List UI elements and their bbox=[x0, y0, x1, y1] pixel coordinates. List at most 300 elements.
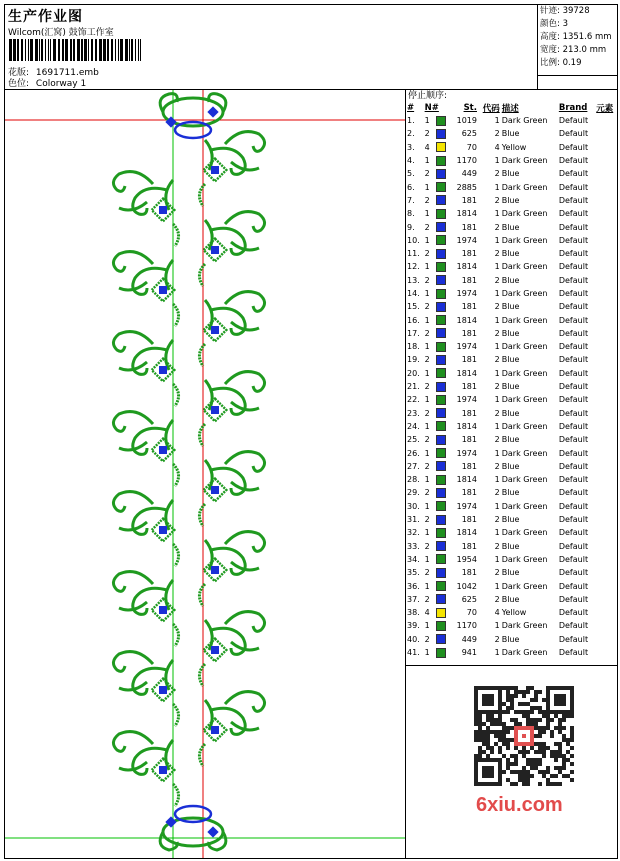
cell-n bbox=[424, 340, 452, 353]
vine-diamond-fill bbox=[159, 366, 167, 374]
color-swatch bbox=[436, 581, 446, 591]
cell-brand: Default bbox=[558, 528, 589, 538]
table-row bbox=[406, 513, 618, 526]
column-header: 代码 bbox=[482, 104, 500, 114]
cell-element bbox=[595, 433, 618, 446]
cell-st: 1814 bbox=[456, 209, 477, 219]
color-swatch bbox=[436, 235, 446, 245]
cell-st: 1170 bbox=[456, 156, 477, 166]
color-swatch bbox=[436, 209, 446, 219]
cell-code: 2 bbox=[494, 129, 500, 139]
needle-number: 1 bbox=[424, 262, 430, 272]
cell-st: 449 bbox=[461, 634, 477, 644]
cell-n bbox=[424, 593, 452, 606]
spec-row bbox=[538, 31, 618, 44]
cell-desc: Blue bbox=[501, 382, 520, 392]
needle-number: 1 bbox=[424, 448, 430, 458]
cell-element bbox=[595, 207, 618, 220]
spec-label: 颜色: bbox=[540, 19, 560, 29]
cell-desc: Dark Green bbox=[501, 421, 548, 431]
cell-element bbox=[595, 260, 618, 273]
cell-n bbox=[424, 207, 452, 220]
vine-leaf bbox=[173, 224, 179, 246]
cell-n bbox=[424, 473, 452, 486]
table-row bbox=[406, 593, 618, 606]
cell-brand: Default bbox=[558, 129, 589, 139]
cell-brand: Default bbox=[558, 355, 589, 365]
cell-desc: Blue bbox=[501, 594, 520, 604]
column-header: St. bbox=[463, 103, 477, 113]
table-row bbox=[406, 274, 618, 287]
cell-element bbox=[595, 540, 618, 553]
color-swatch bbox=[436, 182, 446, 192]
cell-n bbox=[424, 486, 452, 499]
cell-desc: Blue bbox=[501, 355, 520, 365]
cell-desc: Dark Green bbox=[501, 528, 548, 538]
cell-st: 1974 bbox=[456, 448, 477, 458]
color-swatch bbox=[436, 461, 446, 471]
cell-st: 625 bbox=[461, 129, 477, 139]
cell-element bbox=[595, 127, 618, 140]
cell-st: 1814 bbox=[456, 475, 477, 485]
cell-desc: Dark Green bbox=[501, 182, 548, 192]
cell-code: 1 bbox=[494, 315, 500, 325]
cell-element bbox=[595, 420, 618, 433]
cell-desc: Blue bbox=[501, 634, 520, 644]
cell-desc: Blue bbox=[501, 568, 520, 578]
cell-element bbox=[595, 220, 618, 233]
cell-n bbox=[424, 353, 452, 366]
vine-leaf bbox=[173, 784, 179, 806]
motif-diamond bbox=[207, 106, 218, 117]
cell-n bbox=[424, 633, 452, 646]
motif-ring-blue bbox=[175, 122, 211, 138]
cell-desc: Dark Green bbox=[501, 116, 548, 126]
column-header: # bbox=[407, 103, 415, 113]
cell-n bbox=[424, 180, 452, 193]
cell-brand: Default bbox=[558, 621, 589, 631]
cell-code: 1 bbox=[494, 501, 500, 511]
stop-sequence-panel bbox=[406, 90, 618, 659]
table-row bbox=[406, 407, 618, 420]
spec-label: 比例: bbox=[540, 58, 560, 68]
cell-brand: Default bbox=[558, 289, 589, 298]
needle-number: 1 bbox=[424, 421, 430, 431]
column-header: 描述 bbox=[501, 104, 519, 114]
cell-n bbox=[424, 606, 452, 619]
cell-n bbox=[424, 540, 452, 553]
vine-leaf bbox=[199, 744, 205, 766]
color-swatch bbox=[436, 421, 446, 431]
table-row bbox=[406, 194, 618, 207]
spec-row bbox=[538, 5, 618, 18]
cell-element bbox=[595, 619, 618, 632]
cell-n bbox=[424, 380, 452, 393]
color-swatch bbox=[436, 395, 446, 405]
cell-desc: Dark Green bbox=[501, 368, 548, 378]
cell-brand: Default bbox=[558, 594, 589, 604]
vine-leaf bbox=[199, 504, 205, 526]
cell-desc: Dark Green bbox=[501, 342, 548, 352]
cell-num: 7. bbox=[407, 195, 415, 205]
cell-element bbox=[595, 367, 618, 380]
color-swatch bbox=[436, 342, 446, 352]
cell-st: 1814 bbox=[456, 528, 477, 538]
cell-element bbox=[595, 313, 618, 326]
cell-st: 1814 bbox=[456, 315, 477, 325]
cell-num: 41. bbox=[407, 648, 420, 658]
cell-code: 1 bbox=[494, 262, 500, 272]
cell-n bbox=[424, 141, 452, 154]
cell-code: 2 bbox=[494, 382, 500, 392]
color-swatch bbox=[436, 568, 446, 578]
cell-st: 181 bbox=[461, 222, 477, 232]
table-row bbox=[406, 553, 618, 566]
cell-desc: Blue bbox=[501, 461, 520, 471]
cell-num: 36. bbox=[407, 581, 420, 591]
cell-num: 21. bbox=[407, 382, 420, 392]
column-header: Brand bbox=[558, 103, 588, 113]
table-row bbox=[406, 473, 618, 486]
cell-num: 39. bbox=[407, 621, 420, 631]
cell-element bbox=[595, 553, 618, 566]
needle-number: 2 bbox=[424, 222, 430, 232]
color-swatch bbox=[436, 302, 446, 312]
cell-desc: Dark Green bbox=[501, 156, 548, 166]
cell-desc: Blue bbox=[501, 222, 520, 232]
cell-brand: Default bbox=[558, 634, 589, 644]
embroidery-design-drawing bbox=[5, 90, 405, 858]
spec-row bbox=[538, 18, 618, 31]
vine-diamond-fill bbox=[159, 286, 167, 294]
cell-code: 2 bbox=[494, 302, 500, 312]
vine-diamond-fill bbox=[211, 166, 219, 174]
color-swatch bbox=[436, 408, 446, 418]
cell-n bbox=[424, 300, 452, 313]
cell-n bbox=[424, 313, 452, 326]
table-row bbox=[406, 526, 618, 539]
colorway-label: 色位: bbox=[8, 79, 30, 89]
needle-number: 2 bbox=[424, 594, 430, 604]
needle-number: 2 bbox=[424, 195, 430, 205]
cell-brand: Default bbox=[558, 342, 589, 352]
cell-st: 1974 bbox=[456, 289, 477, 298]
cell-n bbox=[424, 526, 452, 539]
cell-st: 181 bbox=[461, 328, 477, 338]
needle-number: 2 bbox=[424, 275, 430, 285]
cell-code: 2 bbox=[494, 249, 500, 259]
vine-diamond-fill bbox=[211, 326, 219, 334]
cell-desc: Blue bbox=[501, 249, 520, 259]
cell-num: 4. bbox=[407, 156, 415, 166]
cell-num: 11. bbox=[407, 249, 420, 259]
color-swatch bbox=[436, 541, 446, 551]
cell-brand: Default bbox=[558, 275, 589, 285]
spec-value: 3 bbox=[559, 19, 568, 29]
cell-desc: Blue bbox=[501, 408, 520, 418]
cell-num: 32. bbox=[407, 528, 420, 538]
cell-num: 37. bbox=[407, 594, 420, 604]
cell-desc: Dark Green bbox=[501, 648, 548, 658]
cell-n bbox=[424, 433, 452, 446]
cell-brand: Default bbox=[558, 554, 589, 564]
color-swatch bbox=[436, 142, 446, 152]
cell-code: 1 bbox=[494, 342, 500, 352]
cell-n bbox=[424, 194, 452, 207]
cell-n bbox=[424, 154, 452, 167]
cell-brand: Default bbox=[558, 209, 589, 219]
color-swatch bbox=[436, 488, 446, 498]
cell-element bbox=[595, 114, 618, 127]
cell-brand: Default bbox=[558, 315, 589, 325]
color-swatch bbox=[436, 195, 446, 205]
cell-num: 25. bbox=[407, 435, 420, 445]
cell-brand: Default bbox=[558, 222, 589, 232]
cell-st: 1974 bbox=[456, 395, 477, 405]
cell-num: 30. bbox=[407, 501, 420, 511]
cell-code: 1 bbox=[494, 448, 500, 458]
cell-st: 181 bbox=[461, 275, 477, 285]
cell-num: 2. bbox=[407, 129, 415, 139]
design-file-label: 花版: bbox=[8, 68, 30, 78]
needle-number: 1 bbox=[424, 501, 430, 511]
cell-num: 23. bbox=[407, 408, 420, 418]
design-file-name: 1691711.emb bbox=[35, 68, 99, 78]
cell-n bbox=[424, 247, 452, 260]
vine-leaf bbox=[173, 544, 179, 566]
color-swatch bbox=[436, 528, 446, 538]
cell-n bbox=[424, 646, 452, 659]
color-swatch bbox=[436, 648, 446, 658]
cell-desc: Blue bbox=[501, 488, 520, 498]
needle-number: 2 bbox=[424, 515, 430, 525]
cell-code: 1 bbox=[494, 368, 500, 378]
vine-leaf bbox=[173, 384, 179, 406]
table-row bbox=[406, 247, 618, 260]
cell-code: 2 bbox=[494, 634, 500, 644]
table-row bbox=[406, 486, 618, 499]
cell-st: 181 bbox=[461, 488, 477, 498]
cell-code: 4 bbox=[494, 608, 500, 618]
needle-number: 1 bbox=[424, 209, 430, 219]
cell-num: 34. bbox=[407, 554, 420, 564]
cell-n bbox=[424, 327, 452, 340]
cell-element bbox=[595, 300, 618, 313]
table-row bbox=[406, 220, 618, 233]
cell-n bbox=[424, 446, 452, 459]
cell-st: 1954 bbox=[456, 554, 477, 564]
cell-num: 6. bbox=[407, 182, 415, 192]
cell-st: 70 bbox=[466, 142, 477, 152]
cell-element bbox=[595, 526, 618, 539]
cell-code: 1 bbox=[494, 395, 500, 405]
needle-number: 2 bbox=[424, 634, 430, 644]
needle-number: 1 bbox=[424, 395, 430, 405]
cell-brand: Default bbox=[558, 488, 589, 498]
stop-sequence-table bbox=[406, 102, 618, 659]
cell-element bbox=[595, 500, 618, 513]
needle-number: 1 bbox=[424, 621, 430, 631]
cell-element bbox=[595, 353, 618, 366]
vine-leaf bbox=[199, 264, 205, 286]
cell-element bbox=[595, 473, 618, 486]
cell-element bbox=[595, 579, 618, 592]
cell-element bbox=[595, 393, 618, 406]
vine-diamond-fill bbox=[211, 406, 219, 414]
cell-desc: Blue bbox=[501, 302, 520, 312]
color-swatch bbox=[436, 621, 446, 631]
needle-number: 1 bbox=[424, 156, 430, 166]
cell-element bbox=[595, 340, 618, 353]
table-row bbox=[406, 114, 618, 127]
cell-element bbox=[595, 234, 618, 247]
cell-code: 2 bbox=[494, 435, 500, 445]
cell-code: 1 bbox=[494, 289, 500, 298]
cell-brand: Default bbox=[558, 461, 589, 471]
stop-sequence-title: 停止顺序: bbox=[408, 91, 448, 101]
table-row bbox=[406, 500, 618, 513]
cell-num: 3. bbox=[407, 142, 415, 152]
cell-brand: Default bbox=[558, 262, 589, 272]
cell-num: 33. bbox=[407, 541, 420, 551]
color-swatch bbox=[436, 328, 446, 338]
needle-number: 1 bbox=[424, 342, 430, 352]
table-row bbox=[406, 566, 618, 579]
cell-element bbox=[595, 180, 618, 193]
table-row bbox=[406, 353, 618, 366]
cell-code: 1 bbox=[494, 156, 500, 166]
table-row bbox=[406, 327, 618, 340]
color-swatch bbox=[436, 382, 446, 392]
cell-st: 181 bbox=[461, 515, 477, 525]
cell-brand: Default bbox=[558, 541, 589, 551]
cell-num: 16. bbox=[407, 315, 420, 325]
cell-n bbox=[424, 513, 452, 526]
spec-label: 针迹: bbox=[540, 6, 560, 16]
needle-number: 4 bbox=[424, 142, 430, 152]
cell-brand: Default bbox=[558, 608, 589, 618]
cell-num: 28. bbox=[407, 475, 420, 485]
cell-desc: Blue bbox=[501, 515, 520, 525]
cell-n bbox=[424, 553, 452, 566]
cell-st: 181 bbox=[461, 302, 477, 312]
cell-n bbox=[424, 420, 452, 433]
design-preview bbox=[5, 90, 406, 858]
color-swatch bbox=[436, 249, 446, 259]
table-row bbox=[406, 619, 618, 632]
cell-st: 1814 bbox=[456, 262, 477, 272]
cell-code: 1 bbox=[494, 235, 500, 245]
cell-desc: Dark Green bbox=[501, 448, 548, 458]
needle-number: 1 bbox=[424, 368, 430, 378]
cell-desc: Blue bbox=[501, 435, 520, 445]
table-row bbox=[406, 340, 618, 353]
color-swatch bbox=[436, 501, 446, 511]
cell-brand: Default bbox=[558, 475, 589, 485]
vine-diamond-fill bbox=[211, 646, 219, 654]
company-name: Wilcom(汇窝) 鼓饰工作室 bbox=[8, 28, 114, 38]
color-swatch bbox=[436, 435, 446, 445]
cell-num: 10. bbox=[407, 235, 420, 245]
needle-number: 2 bbox=[424, 488, 430, 498]
vine-leaf bbox=[199, 584, 205, 606]
cell-brand: Default bbox=[558, 501, 589, 511]
cell-n bbox=[424, 566, 452, 579]
cell-n bbox=[424, 287, 452, 300]
cell-code: 2 bbox=[494, 169, 500, 179]
spec-label: 高度: bbox=[540, 32, 560, 42]
cell-st: 181 bbox=[461, 435, 477, 445]
cell-st: 1974 bbox=[456, 235, 477, 245]
cell-num: 13. bbox=[407, 275, 420, 285]
cell-code: 1 bbox=[494, 182, 500, 192]
column-header: 元素 bbox=[596, 104, 614, 114]
spec-list bbox=[538, 5, 618, 75]
table-row bbox=[406, 633, 618, 646]
cell-desc: Dark Green bbox=[501, 501, 548, 511]
cell-n bbox=[424, 500, 452, 513]
cell-element bbox=[595, 606, 618, 619]
watermark-text: 6xiu.com bbox=[476, 794, 563, 816]
needle-number: 1 bbox=[424, 528, 430, 538]
color-swatch bbox=[436, 129, 446, 139]
cell-element bbox=[595, 513, 618, 526]
cell-element bbox=[595, 593, 618, 606]
needle-number: 2 bbox=[424, 541, 430, 551]
cell-brand: Default bbox=[558, 195, 589, 205]
cell-st: 181 bbox=[461, 568, 477, 578]
cell-desc: Yellow bbox=[501, 608, 527, 618]
cell-num: 15. bbox=[407, 302, 420, 312]
table-row bbox=[406, 300, 618, 313]
cell-desc: Dark Green bbox=[501, 209, 548, 219]
cell-brand: Default bbox=[558, 156, 589, 166]
table-row bbox=[406, 127, 618, 140]
needle-number: 2 bbox=[424, 568, 430, 578]
motif-diamond bbox=[207, 826, 218, 837]
cell-element bbox=[595, 274, 618, 287]
cell-brand: Default bbox=[558, 368, 589, 378]
cell-code: 1 bbox=[494, 116, 500, 126]
table-row bbox=[406, 460, 618, 473]
vine-diamond-fill bbox=[159, 206, 167, 214]
cell-desc: Dark Green bbox=[501, 581, 548, 591]
needle-number: 1 bbox=[424, 648, 430, 658]
cell-code: 2 bbox=[494, 461, 500, 471]
cell-num: 38. bbox=[407, 608, 420, 618]
cell-st: 1019 bbox=[456, 116, 477, 126]
cell-element bbox=[595, 154, 618, 167]
cell-n bbox=[424, 393, 452, 406]
cell-brand: Default bbox=[558, 235, 589, 245]
cell-brand: Default bbox=[558, 169, 589, 179]
cell-n bbox=[424, 367, 452, 380]
cell-n bbox=[424, 127, 452, 140]
needle-number: 4 bbox=[424, 608, 430, 618]
needle-number: 2 bbox=[424, 302, 430, 312]
table-row bbox=[406, 207, 618, 220]
cell-code: 1 bbox=[494, 475, 500, 485]
cell-num: 12. bbox=[407, 262, 420, 272]
motif-ring-blue bbox=[175, 806, 211, 822]
spec-value: 1351.6 mm bbox=[559, 32, 612, 42]
color-swatch bbox=[436, 262, 446, 272]
vine-leaf bbox=[199, 424, 205, 446]
color-swatch bbox=[436, 156, 446, 166]
cell-n bbox=[424, 234, 452, 247]
colorway-name: Colorway 1 bbox=[35, 79, 87, 89]
vine-diamond-fill bbox=[159, 446, 167, 454]
